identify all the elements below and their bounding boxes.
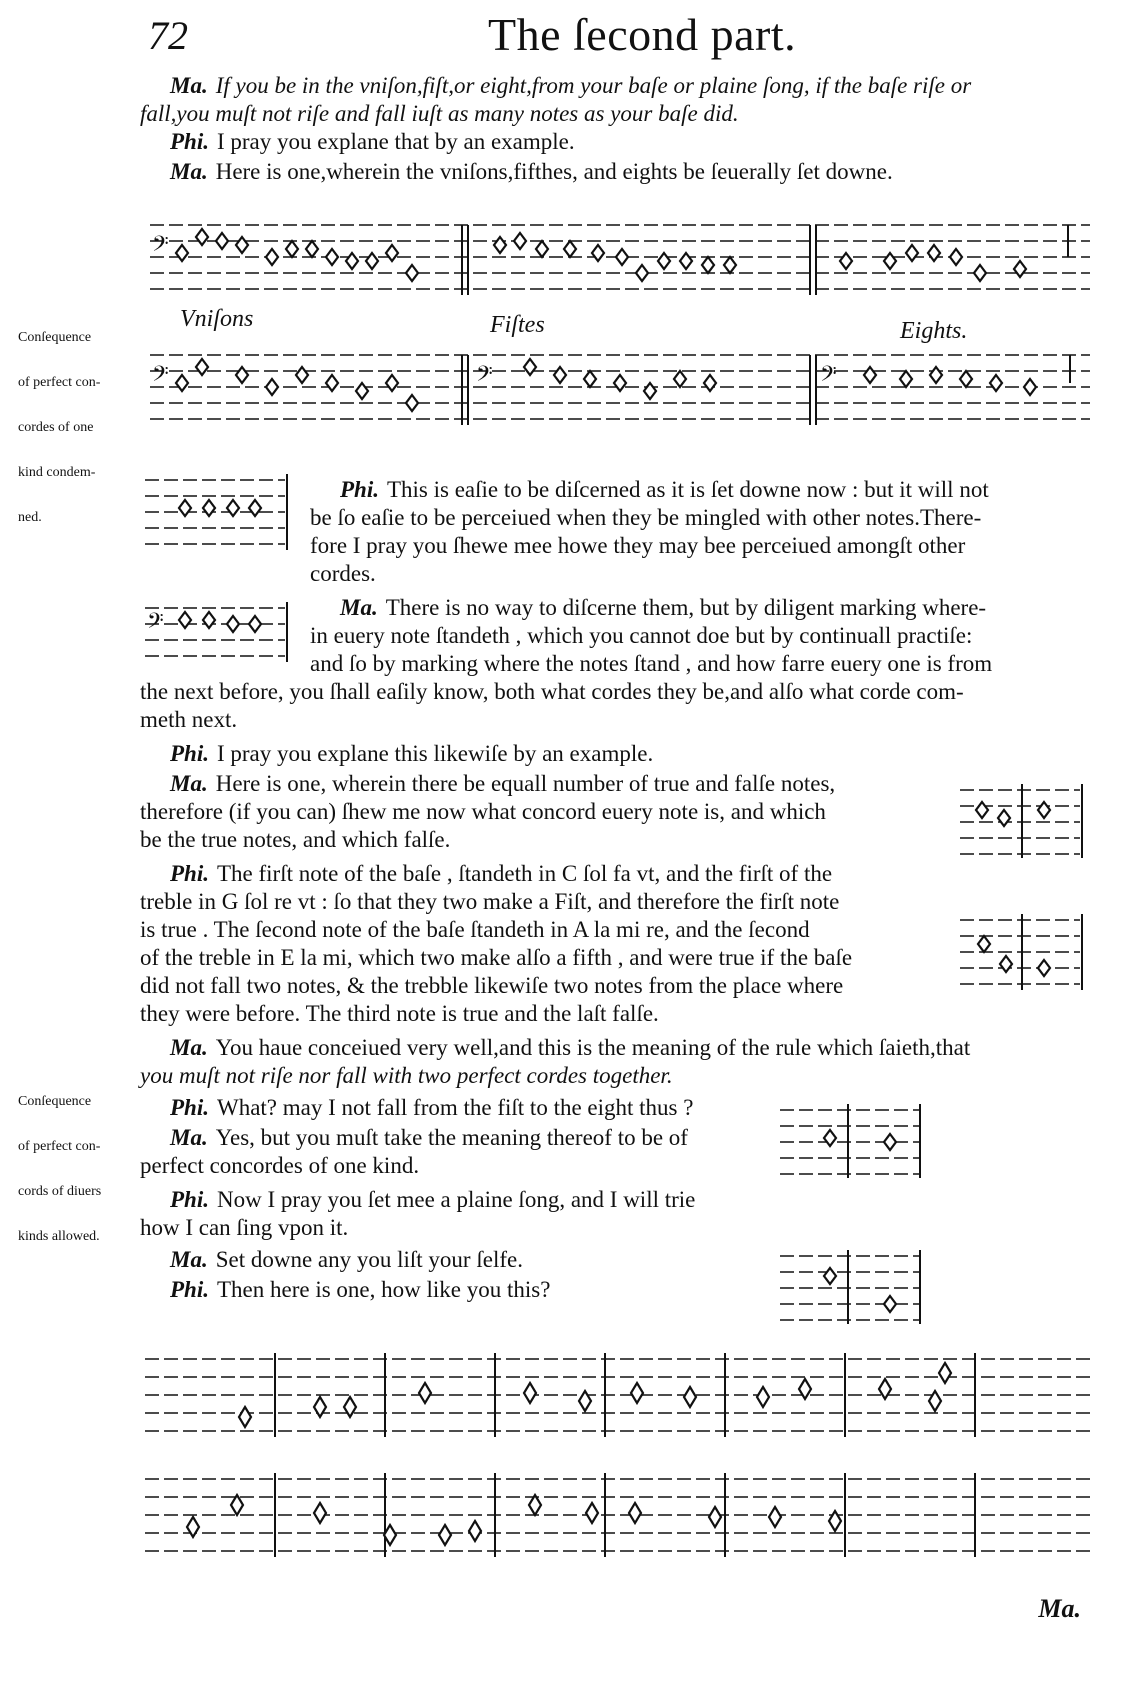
catchword: Ma. — [1038, 1594, 1081, 1623]
note-head — [176, 245, 188, 261]
note-head — [196, 359, 208, 375]
paragraph — [170, 1246, 523, 1274]
note-head — [990, 375, 1002, 391]
note-head — [564, 241, 576, 257]
note-head — [236, 237, 248, 253]
marginal-note-condemned — [18, 300, 100, 540]
paragraph — [170, 740, 653, 768]
paragraph — [170, 770, 835, 798]
speaker-label: Phi. — [170, 1095, 209, 1120]
text-line: therefore (if you can) ſhew me now what concord euery note is, and which — [140, 799, 826, 824]
marginal-note-allowed — [18, 1064, 101, 1259]
paragraph-rule — [170, 72, 971, 100]
music-example-lower-staff — [150, 345, 1100, 435]
note-head — [249, 500, 261, 516]
note-head — [840, 253, 852, 269]
note-head — [326, 249, 338, 265]
text-line: they were before. The third note is true and the laſt falſe. — [140, 1001, 659, 1026]
note-head — [296, 367, 308, 383]
speaker-label: Ma. — [170, 73, 208, 98]
margin-line: ned. — [18, 510, 42, 525]
note-head — [636, 265, 648, 281]
note-head — [406, 395, 418, 411]
note-head — [884, 1296, 896, 1312]
note-head — [704, 375, 716, 391]
text-line: perfect concordes of one kind. — [140, 1153, 420, 1178]
note-head — [631, 1383, 643, 1403]
note-head — [514, 233, 526, 249]
speaker-label: Phi. — [170, 1187, 209, 1212]
note-head — [616, 249, 628, 265]
text-line: The firſt note of the baſe , ſtandeth in C ſol fa vt, and the firſt of the — [216, 861, 833, 886]
text-line: I pray you explane that by an example. — [216, 129, 575, 154]
note-head — [439, 1525, 451, 1545]
note-head — [724, 257, 736, 273]
speaker-label: Ma. — [340, 595, 378, 620]
text-line: You haue conceiued very well,and this is the meaning of the rule which ſaieth,that — [215, 1035, 971, 1060]
note-head — [769, 1507, 781, 1527]
note-head — [314, 1503, 326, 1523]
note-head — [644, 383, 656, 399]
svg-text:𝄢: 𝄢 — [820, 362, 837, 392]
note-head — [674, 371, 686, 387]
text-line: This is eaſie to be diſcerned as it is ſet downe now : but it will not — [386, 477, 989, 502]
text-line: be the true notes, and which falſe. — [140, 827, 451, 852]
note-head — [386, 245, 398, 261]
note-head — [524, 1383, 536, 1403]
note-head — [419, 1383, 431, 1403]
text-line: cordes. — [310, 561, 376, 586]
note-head — [344, 1397, 356, 1417]
note-head — [356, 383, 368, 399]
note-head — [884, 253, 896, 269]
note-head — [900, 371, 912, 387]
plainsong-lower-staff — [145, 1465, 1105, 1565]
text-line: be ſo eaſie to be perceiued when they be mingled with other notes.There- — [310, 505, 982, 530]
svg-text:𝄢: 𝄢 — [147, 609, 164, 639]
note-head — [266, 249, 278, 265]
note-head — [1038, 802, 1050, 818]
text-line: you muſt not riſe nor fall with two perfect cordes together. — [140, 1063, 673, 1088]
note-head — [976, 802, 988, 818]
note-head — [930, 367, 942, 383]
note-head — [529, 1495, 541, 1515]
note-head — [658, 253, 670, 269]
note-head — [469, 1521, 481, 1541]
example-label-eights: Eights. — [900, 318, 968, 344]
text-line: Now I pray you ſet mee a plaine ſong, and I will trie — [216, 1187, 696, 1212]
paragraph — [340, 476, 989, 504]
note-head — [1000, 956, 1012, 972]
margin-line: of perfect con- — [18, 1139, 101, 1154]
note-head — [266, 379, 278, 395]
note-head — [203, 612, 215, 628]
page-number: 72 — [148, 13, 188, 58]
example-label-fifths: Fiſtes — [490, 312, 545, 338]
note-head — [974, 265, 986, 281]
text-line: meth next. — [140, 707, 238, 732]
music-example-upper-staff — [150, 215, 1100, 305]
speaker-label: Phi. — [170, 129, 209, 154]
speaker-label: Phi. — [340, 477, 379, 502]
note-head — [176, 375, 188, 391]
paragraph — [170, 1124, 688, 1152]
note-head — [702, 257, 714, 273]
margin-line: of perfect con- — [18, 375, 101, 390]
music-example-fifth-to-eighth — [780, 1100, 930, 1180]
text-line: Then here is one, how like you this? — [216, 1277, 551, 1302]
note-head — [524, 359, 536, 375]
note-head — [314, 1397, 326, 1417]
text-line: I pray you explane this likewiſe by an example. — [216, 741, 654, 766]
note-head — [1024, 379, 1036, 395]
note-head — [406, 265, 418, 281]
text-line: in euery note ſtandeth , which you cannot doe but by continuall practiſe: — [310, 623, 973, 648]
paragraph — [340, 594, 986, 622]
note-head — [386, 375, 398, 391]
note-head — [884, 1134, 896, 1150]
speaker-label: Ma. — [170, 1247, 208, 1272]
music-example-set-down — [780, 1246, 930, 1326]
note-head — [536, 241, 548, 257]
note-head — [494, 237, 506, 253]
text-line: fall,you muſt not riſe and fall iuſt as many notes as your baſe did. — [140, 101, 739, 126]
note-head — [950, 249, 962, 265]
note-head — [960, 371, 972, 387]
paragraph — [170, 158, 893, 186]
paragraph — [170, 1186, 695, 1214]
music-example-small-2 — [145, 598, 295, 668]
margin-line: kinds allowed. — [18, 1229, 100, 1244]
text-line: how I can ſing vpon it. — [140, 1215, 349, 1240]
note-head — [998, 810, 1010, 826]
note-head — [757, 1387, 769, 1407]
note-head — [592, 245, 604, 261]
text-line: is true . The ſecond note of the baſe ſtandeth in A la mi re, and the ſecond — [140, 917, 810, 942]
note-head — [216, 233, 228, 249]
speaker-label: Ma. — [170, 1125, 208, 1150]
text-line: and ſo by marking where the notes ſtand , and how farre euery one is from — [310, 651, 993, 676]
running-title: The ſecond part. — [488, 9, 797, 60]
note-head — [236, 367, 248, 383]
note-head — [1038, 960, 1050, 976]
note-head — [829, 1511, 841, 1531]
text-line: of the treble in E la mi, which two make alſo a fifth , and were true if the baſe — [140, 945, 853, 970]
text-line: fore I pray you ſhewe mee howe they may bee perceiued amongſt other — [310, 533, 966, 558]
note-head — [680, 253, 692, 269]
margin-line: kind condem- — [18, 465, 96, 480]
note-head — [614, 375, 626, 391]
note-head — [326, 375, 338, 391]
note-head — [906, 245, 918, 261]
note-head — [709, 1507, 721, 1527]
note-head — [824, 1268, 836, 1284]
note-head — [928, 245, 940, 261]
note-head — [978, 936, 990, 952]
margin-line: Conſequence — [18, 330, 92, 345]
note-head — [203, 500, 215, 516]
note-head — [179, 612, 191, 628]
margin-line: Conſequence — [18, 1094, 92, 1109]
margin-line: cordes of one — [18, 420, 94, 435]
note-head — [554, 367, 566, 383]
note-head — [366, 253, 378, 269]
note-head — [879, 1379, 891, 1399]
speaker-label: Phi. — [170, 861, 209, 886]
text-line: What? may I not fall from the fiſt to the eight thus ? — [216, 1095, 694, 1120]
note-head — [227, 616, 239, 632]
music-example-fifths — [960, 910, 1090, 1000]
music-example-true-false — [960, 780, 1090, 860]
speaker-label: Ma. — [170, 159, 208, 184]
text-line: Here is one, wherein there be equall number of true and falſe notes, — [215, 771, 836, 796]
paragraph — [170, 860, 832, 888]
text-line: Yes, but you muſt take the meaning thereof to be of — [215, 1125, 688, 1150]
text-line: If you be in the vniſon,fiſt,or eight,from your baſe or plaine ſong, if the baſe riſe or — [215, 73, 972, 98]
speaker-label: Phi. — [170, 741, 209, 766]
svg-text:𝄢: 𝄢 — [152, 232, 169, 262]
note-head — [586, 1503, 598, 1523]
speaker-label: Phi. — [170, 1277, 209, 1302]
note-head — [249, 616, 261, 632]
note-head — [584, 371, 596, 387]
note-head — [346, 253, 358, 269]
text-line: There is no way to diſcerne them, but by diligent marking where- — [385, 595, 987, 620]
example-label-unisons: Vniſons — [180, 306, 254, 332]
text-line: Set downe any you liſt your ſelfe. — [215, 1247, 523, 1272]
text-line: Here is one,wherein the vniſons,fifthes, and eights be ſeuerally ſet downe. — [215, 159, 893, 184]
note-head — [286, 241, 298, 257]
note-head — [579, 1391, 591, 1411]
svg-text:𝄢: 𝄢 — [152, 362, 169, 392]
note-head — [179, 500, 191, 516]
paragraph — [170, 1094, 693, 1122]
note-head — [684, 1387, 696, 1407]
margin-line: cords of diuers — [18, 1184, 102, 1199]
note-head — [864, 367, 876, 383]
note-head — [1014, 261, 1026, 277]
note-head — [239, 1407, 251, 1427]
note-head — [227, 500, 239, 516]
plainsong-upper-staff — [145, 1345, 1105, 1445]
note-head — [929, 1391, 941, 1411]
music-example-small-1 — [145, 470, 295, 560]
speaker-label: Ma. — [170, 771, 208, 796]
note-head — [629, 1503, 641, 1523]
svg-text:𝄢: 𝄢 — [476, 362, 493, 392]
note-head — [196, 229, 208, 245]
note-head — [306, 241, 318, 257]
text-line: did not fall two notes, & the trebble likewiſe two notes from the place where — [140, 973, 844, 998]
speaker-label: Ma. — [170, 1035, 208, 1060]
note-head — [187, 1517, 199, 1537]
text-line: treble in G ſol re vt : ſo that they two make a Fiſt, and therefore the firſt note — [140, 889, 840, 914]
paragraph — [170, 1034, 970, 1062]
note-head — [231, 1495, 243, 1515]
text-line: the next before, you ſhall eaſily know, both what cordes they be,and alſo what corde com- — [140, 679, 964, 704]
note-head — [824, 1130, 836, 1146]
paragraph — [170, 1276, 550, 1304]
note-head — [939, 1363, 951, 1383]
paragraph — [170, 128, 575, 156]
note-head — [799, 1379, 811, 1399]
